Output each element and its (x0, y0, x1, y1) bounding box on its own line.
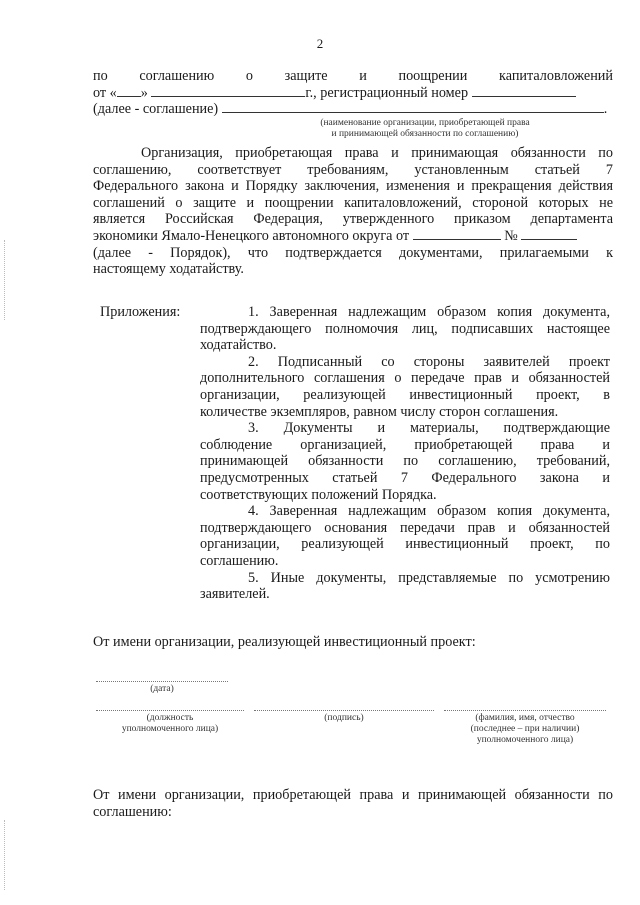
appendix-label: Приложения: (100, 304, 181, 320)
position-caption: (должность уполномоченного лица) (121, 713, 219, 734)
intro-line-2: от « » г., регистрационный номер (93, 85, 613, 102)
appendix-item-5: 5. Иные документы, представляемые по усмотрению заявителей. (200, 569, 610, 603)
appendix-list (200, 304, 610, 603)
page-number: 2 (316, 36, 324, 51)
paragraph-line-6: экономики Ямало-Ненецкого автономного округа от № (93, 228, 613, 245)
date-line (96, 680, 228, 682)
scan-mark (4, 820, 7, 890)
day-blank (117, 85, 141, 97)
position-line (96, 709, 244, 711)
month-blank (151, 85, 269, 97)
intro-line-3: (далее - соглашение) . (93, 101, 608, 118)
signature-heading-1: От имени организации, реализующей инвестиционный проект: (93, 634, 476, 650)
scan-mark (4, 240, 7, 320)
order-date-blank (413, 228, 501, 240)
appendix-item-2: 2. Подписанный со стороны заявителей проект дополнительного соглашения о передаче прав и обязанностей организации, реализующей инвестиционный проект, в количестве экземпляров, равном числу сторон соглашения. (200, 353, 610, 420)
reg-number-blank (472, 85, 576, 97)
order-number-blank (521, 228, 577, 240)
date-caption: (дата) (150, 684, 174, 694)
main-paragraph: Организация, приобретающая права и принимающая обязанности по соглашению, соответствует требованиям, установленным статьей 7 Федерального закона и Порядку заключения, изменения и прекращения действия соглашений о защите и поощрении капиталовложений, стороной которых не является Российская Федерация, утвержденного приказом департамента экономики Ямало-Ненецкого автономного округа от № (далее - Порядок), что подтверждается документами, прилагаемыми к настоящему ходатайству. (93, 145, 613, 278)
appendix-item-3: 3. Документы и материалы, подтверждающие соблюдение организацией, приобретающей права и принимающей обязанности по соглашению, требований, предусмотренных статьей 7 Федерального закона и соответствующих положений Порядка. (200, 420, 610, 503)
org-name-blank (222, 101, 604, 113)
year-blank (269, 85, 305, 97)
signature-heading-2: От имени организации, приобретающей права и принимающей обязанности по соглашению: (93, 787, 613, 820)
appendix-item-1: 1. Заверенная надлежащим образом копия документа, подтверждающего полномочия лиц, подписавших настоящее ходатайство. (200, 304, 610, 354)
org-name-caption: (наименование организации, приобретающей права и принимающей обязанности по соглашению) (320, 118, 530, 139)
appendix-item-4: 4. Заверенная надлежащим образом копия документа, подтверждающего основания передачи прав и обязанностей организации, реализующей инвестиционный проект, по соглашению. (200, 503, 610, 569)
signature-caption: (подпись) (324, 713, 364, 723)
signature-line (254, 709, 434, 711)
name-caption: (фамилия, имя, отчество (последнее – при наличии) уполномоченного лица) (470, 713, 580, 745)
name-line (444, 709, 606, 711)
intro-line-1: по соглашению о защите и поощрении капиталовложений (93, 68, 613, 84)
intro-block (93, 68, 613, 118)
